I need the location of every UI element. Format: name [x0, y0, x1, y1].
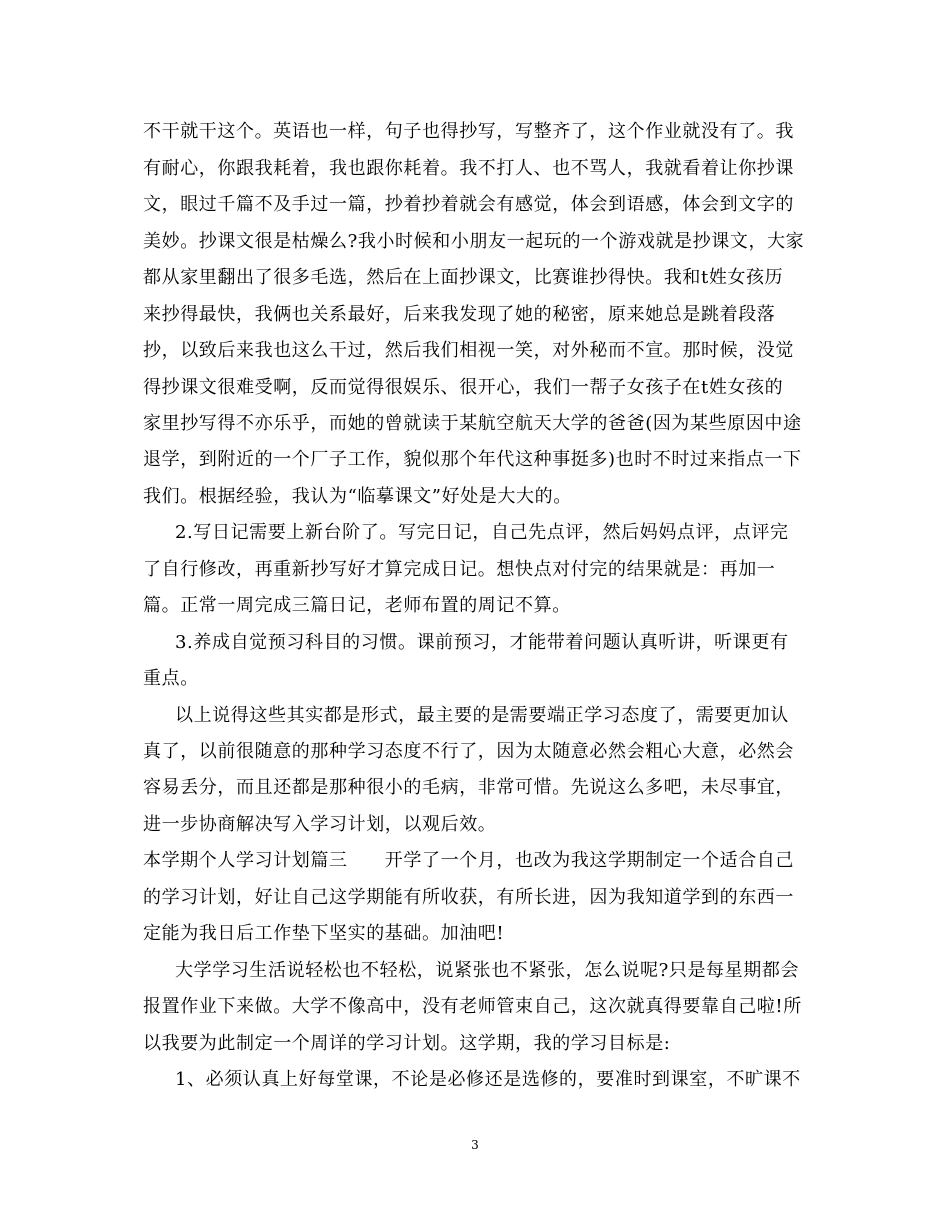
- text-line: 有耐心，你跟我耗着，我也跟你耗着。我不打人、也不骂人，我就看着让你抄课: [143, 158, 794, 179]
- text-line: 2.写日记需要上新台阶了。写完日记，自己先点评，然后妈妈点评，点评完: [175, 522, 789, 543]
- text-line: 我们。根据经验，我认为“临摹课文”好处是大大的。: [143, 486, 572, 507]
- text-line: 来抄得最快，我俩也关系最好，后来我发现了她的秘密，原来她总是跳着段落: [143, 304, 776, 325]
- text-line: 得抄课文很难受啊，反而觉得很娱乐、很开心，我们一帮子女孩子在t姓女孩的: [143, 377, 784, 398]
- text-line: 家里抄写得不亦乐乎，而她的曾就读于某航空航天大学的爸爸(因为某些原因中途: [143, 413, 802, 434]
- text-line: 的学习计划，好让自己这学期能有所收获，有所长进，因为我知道学到的东西一: [143, 887, 794, 908]
- text-line: 抄，以致后来我也这么干过，然后我们相视一笑，对外秘而不宣。那时候，没觉: [143, 340, 794, 361]
- text-line: 大学学习生活说轻松也不轻松，说紧张也不紧张，怎么说呢?只是每星期都会: [175, 960, 800, 981]
- text-line: 都从家里翻出了很多毛选，然后在上面抄课文，比赛谁抄得快。我和t姓女孩历: [143, 267, 784, 288]
- text-line: 了自行修改，再重新抄写好才算完成日记。想快点对付完的结果就是：再加一: [143, 559, 776, 580]
- text-line: 文，眼过千篇不及手过一篇，抄着抄着就会有感觉，体会到语感，体会到文字的: [143, 194, 794, 215]
- text-line: 容易丢分，而且还都是那种很小的毛病，非常可惜。先说这么多吧，未尽事宜，: [143, 777, 794, 798]
- text-line: 美妙。抄课文很是枯燥么?我小时候和小朋友一起玩的一个游戏就是抄课文，大家: [143, 231, 805, 252]
- text-line: 报置作业下来做。大学不像高中，没有老师管束自己，这次就真得要靠自己啦!所: [143, 996, 802, 1017]
- page-number: 3: [471, 1138, 479, 1152]
- text-line: 退学，到附近的一个厂子工作，貌似那个年代这种事挺多)也时不时过来指点一下: [143, 449, 802, 470]
- text-line: 篇。正常一周完成三篇日记，老师布置的周记不算。: [143, 595, 571, 616]
- text-line: 定能为我日后工作垫下坚实的基础。加油吧!: [143, 923, 505, 944]
- text-line: 重点。: [143, 668, 199, 689]
- text-line: 以我要为此制定一个周详的学习计划。这学期，我的学习目标是:: [143, 1033, 671, 1054]
- text-line: 本学期个人学习计划篇三 开学了一个月，也改为我这学期制定一个适合自己: [143, 850, 794, 871]
- text-line: 3.养成自觉预习科目的习惯。课前预习，才能带着问题认真听讲，听课更有: [175, 632, 789, 653]
- text-line: 以上说得这些其实都是形式，最主要的是需要端正学习态度了，需要更加认: [175, 705, 789, 726]
- text-line: 1、必须认真上好每堂课，不论是必修还是选修的，要准时到课室，不旷课不: [175, 1069, 801, 1090]
- text-line: 进一步协商解决写入学习计划，以观后效。: [143, 814, 497, 835]
- text-line: 真了，以前很随意的那种学习态度不行了，因为太随意必然会粗心大意，必然会: [143, 741, 794, 762]
- text-line: 不干就干这个。英语也一样，句子也得抄写，写整齐了，这个作业就没有了。我: [143, 121, 794, 142]
